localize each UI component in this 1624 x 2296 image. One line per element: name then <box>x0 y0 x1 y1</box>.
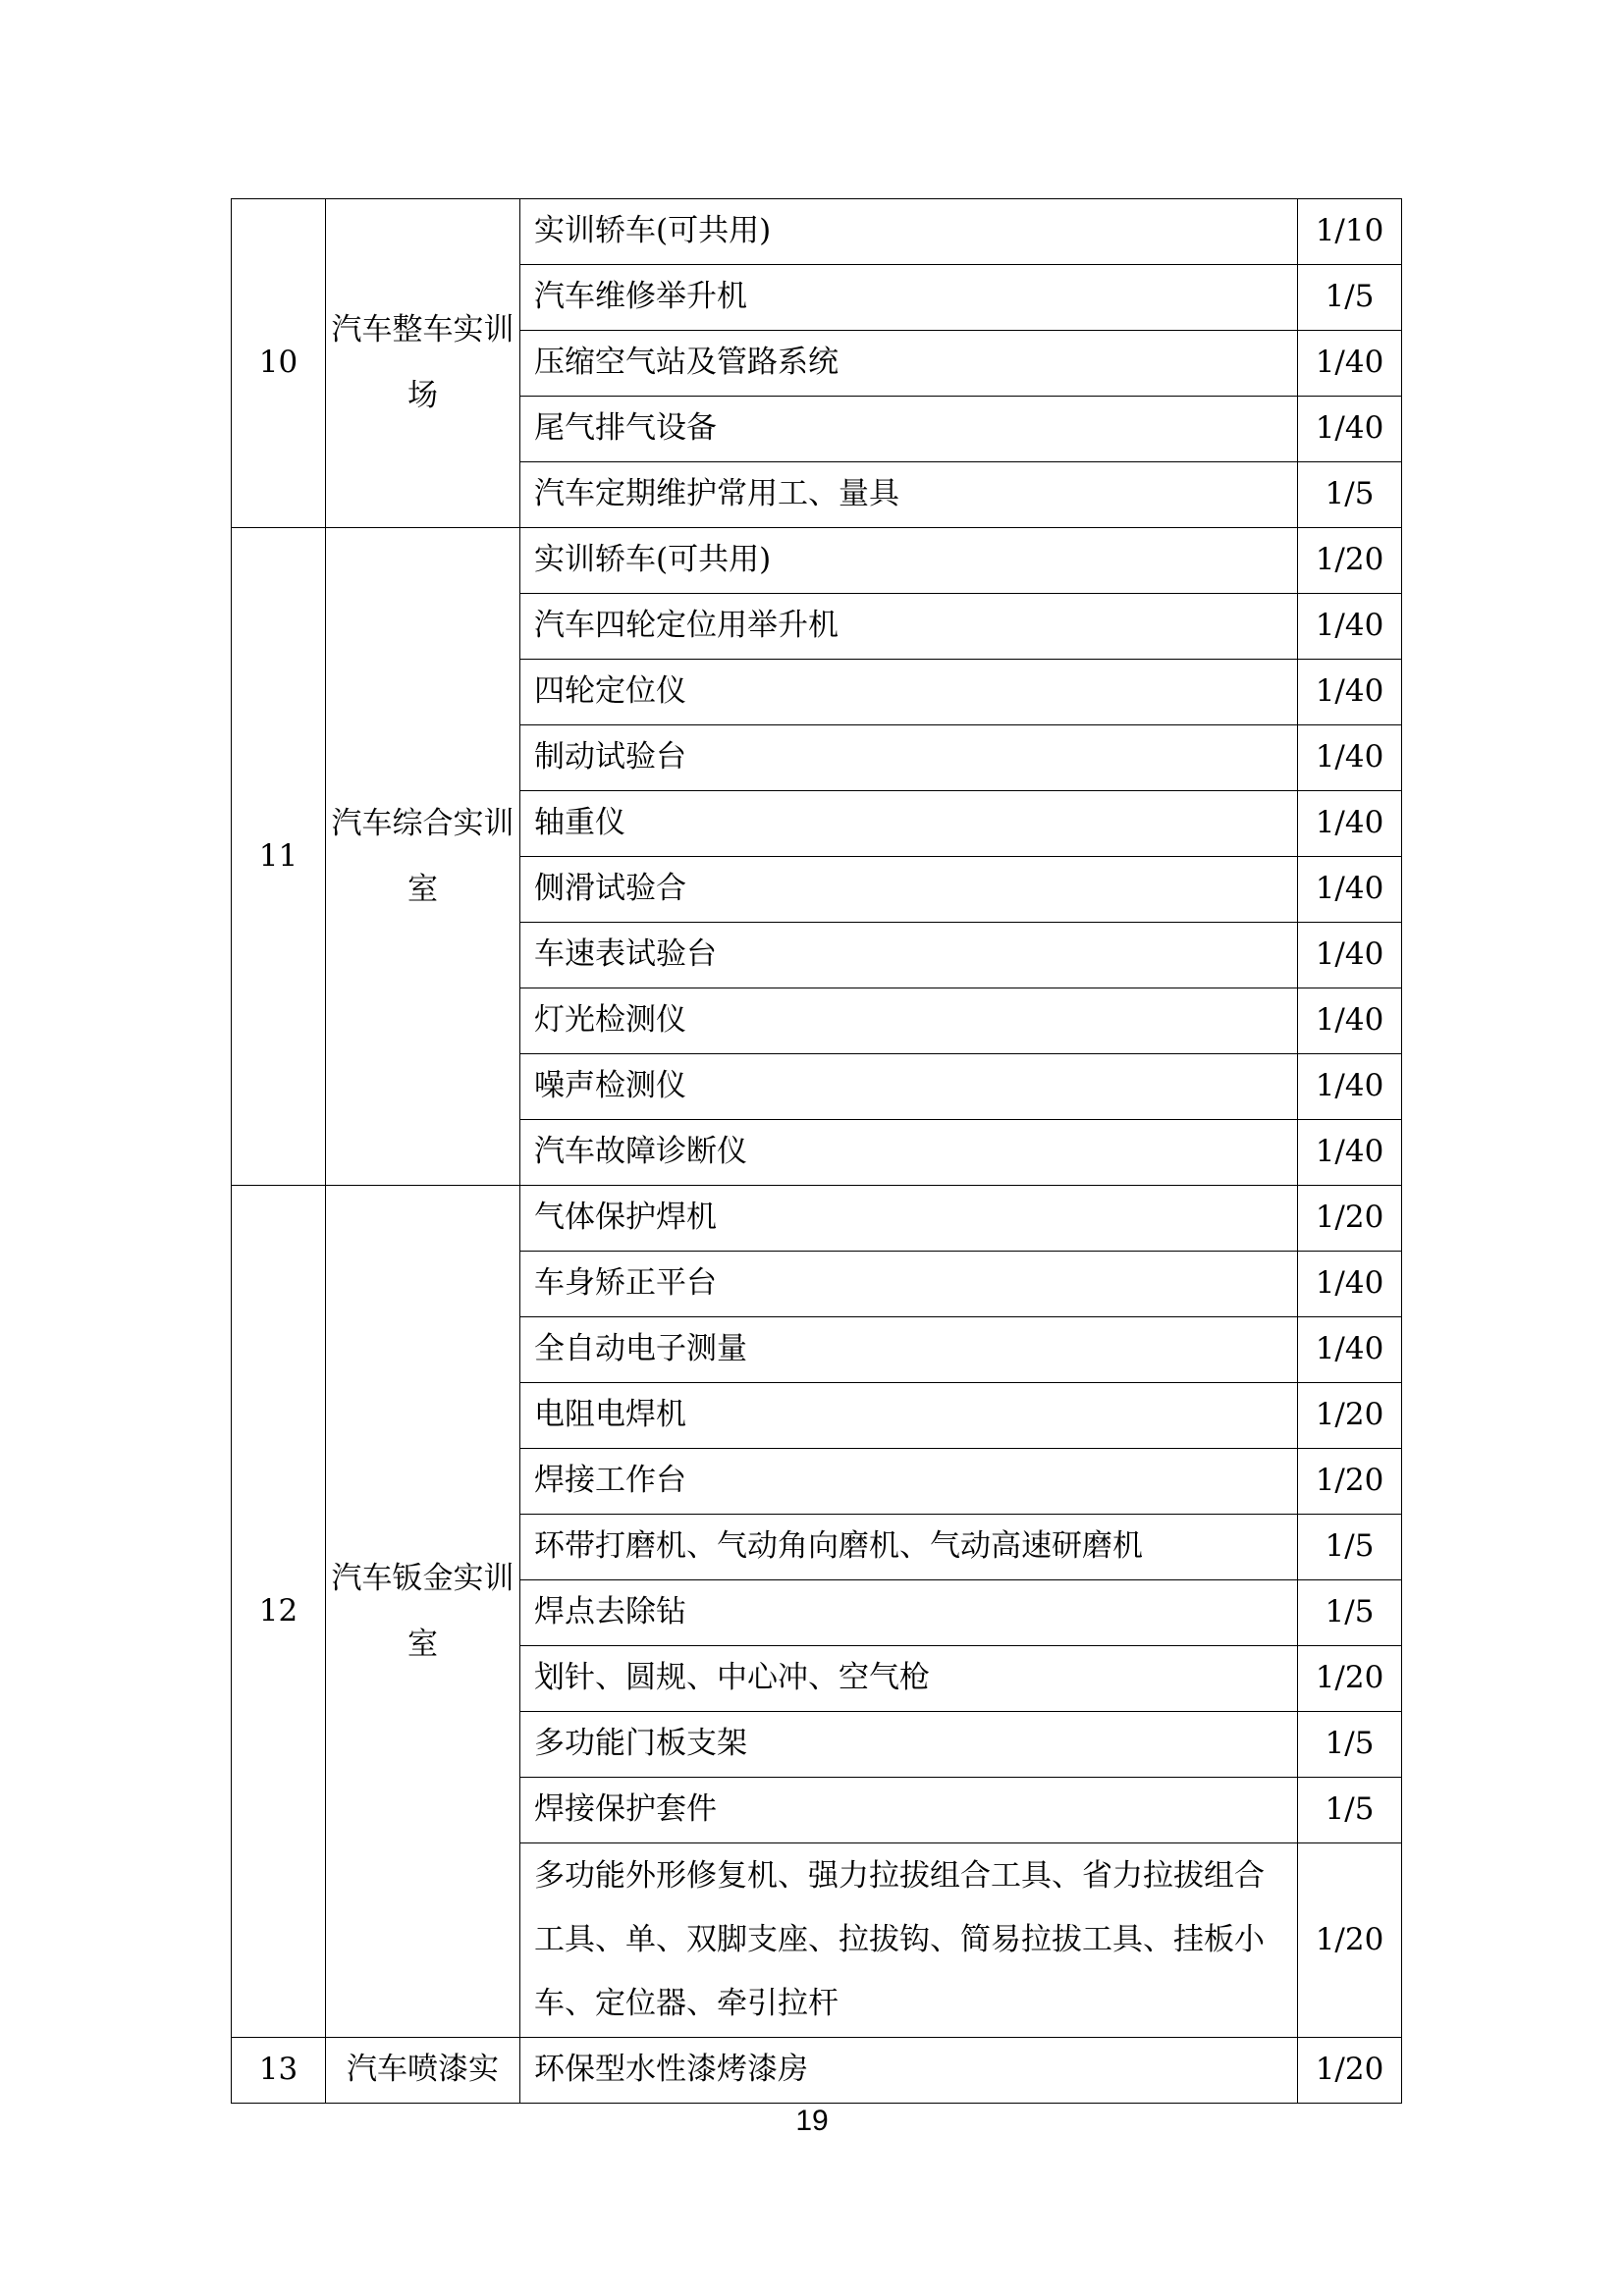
equipment-name: 实训轿车(可共用) <box>520 528 1298 594</box>
equipment-ratio: 1/20 <box>1298 1843 1402 2038</box>
equipment-name: 电阻电焊机 <box>520 1383 1298 1449</box>
group-number: 10 <box>232 199 326 528</box>
equipment-name: 多功能门板支架 <box>520 1712 1298 1778</box>
equipment-name: 多功能外形修复机、强力拉拔组合工具、省力拉拔组合工具、单、双脚支座、拉拔钩、简易拉拔工具、挂板小车、定位器、牵引拉杆 <box>520 1843 1298 2038</box>
equipment-ratio: 1/40 <box>1298 397 1402 462</box>
equipment-name: 实训轿车(可共用) <box>520 199 1298 265</box>
equipment-name: 轴重仪 <box>520 791 1298 857</box>
equipment-name: 划针、圆规、中心冲、空气枪 <box>520 1646 1298 1712</box>
equipment-ratio: 1/20 <box>1298 1646 1402 1712</box>
table-row <box>232 2038 1402 2104</box>
equipment-table <box>231 198 1402 2104</box>
table-row <box>232 199 1402 265</box>
equipment-ratio: 1/20 <box>1298 2038 1402 2104</box>
equipment-ratio: 1/20 <box>1298 1186 1402 1252</box>
training-room-label: 汽车整车实训场 <box>331 312 514 413</box>
equipment-ratio: 1/5 <box>1298 1580 1402 1646</box>
training-room-label: 汽车综合实训室 <box>331 805 514 907</box>
training-room-name <box>326 2038 520 2104</box>
equipment-ratio: 1/5 <box>1298 462 1402 528</box>
equipment-ratio: 1/5 <box>1298 1515 1402 1580</box>
training-room-name <box>326 1186 520 2038</box>
equipment-name: 汽车维修举升机 <box>520 265 1298 331</box>
equipment-name: 噪声检测仪 <box>520 1054 1298 1120</box>
group-number: 11 <box>232 528 326 1186</box>
equipment-ratio: 1/40 <box>1298 725 1402 791</box>
equipment-name: 气体保护焊机 <box>520 1186 1298 1252</box>
equipment-name: 焊接工作台 <box>520 1449 1298 1515</box>
equipment-name: 侧滑试验合 <box>520 857 1298 923</box>
group-number: 12 <box>232 1186 326 2038</box>
equipment-ratio: 1/40 <box>1298 988 1402 1054</box>
equipment-name: 环保型水性漆烤漆房 <box>520 2038 1298 2104</box>
table-row <box>232 528 1402 594</box>
equipment-ratio: 1/20 <box>1298 1383 1402 1449</box>
equipment-name: 压缩空气站及管路系统 <box>520 331 1298 397</box>
equipment-ratio: 1/40 <box>1298 857 1402 923</box>
page-number: 19 <box>795 2105 829 2137</box>
equipment-ratio: 1/40 <box>1298 331 1402 397</box>
equipment-ratio: 1/40 <box>1298 660 1402 725</box>
equipment-ratio: 1/40 <box>1298 1120 1402 1186</box>
equipment-name: 制动试验台 <box>520 725 1298 791</box>
equipment-ratio: 1/5 <box>1298 265 1402 331</box>
group-number: 13 <box>232 2038 326 2104</box>
equipment-ratio: 1/20 <box>1298 1449 1402 1515</box>
training-room-label: 汽车钣金实训室 <box>331 1560 514 1662</box>
equipment-name: 全自动电子测量 <box>520 1317 1298 1383</box>
equipment-name: 汽车四轮定位用举升机 <box>520 594 1298 660</box>
training-room-label: 汽车喷漆实 <box>347 2052 499 2087</box>
equipment-name: 四轮定位仪 <box>520 660 1298 725</box>
equipment-ratio: 1/40 <box>1298 1054 1402 1120</box>
equipment-ratio: 1/10 <box>1298 199 1402 265</box>
table-row <box>232 1186 1402 1252</box>
equipment-name: 环带打磨机、气动角向磨机、气动高速研磨机 <box>520 1515 1298 1580</box>
equipment-ratio: 1/5 <box>1298 1778 1402 1843</box>
training-room-name <box>326 528 520 1186</box>
equipment-name: 汽车故障诊断仪 <box>520 1120 1298 1186</box>
equipment-ratio: 1/40 <box>1298 791 1402 857</box>
equipment-ratio: 1/20 <box>1298 528 1402 594</box>
training-room-name <box>326 199 520 528</box>
equipment-name: 尾气排气设备 <box>520 397 1298 462</box>
equipment-name: 焊点去除钻 <box>520 1580 1298 1646</box>
equipment-name: 车身矫正平台 <box>520 1252 1298 1317</box>
equipment-ratio: 1/40 <box>1298 1317 1402 1383</box>
equipment-ratio: 1/40 <box>1298 594 1402 660</box>
equipment-name: 焊接保护套件 <box>520 1778 1298 1843</box>
equipment-name: 灯光检测仪 <box>520 988 1298 1054</box>
equipment-name: 车速表试验台 <box>520 923 1298 988</box>
equipment-ratio: 1/40 <box>1298 1252 1402 1317</box>
equipment-ratio: 1/5 <box>1298 1712 1402 1778</box>
equipment-name: 汽车定期维护常用工、量具 <box>520 462 1298 528</box>
equipment-ratio: 1/40 <box>1298 923 1402 988</box>
